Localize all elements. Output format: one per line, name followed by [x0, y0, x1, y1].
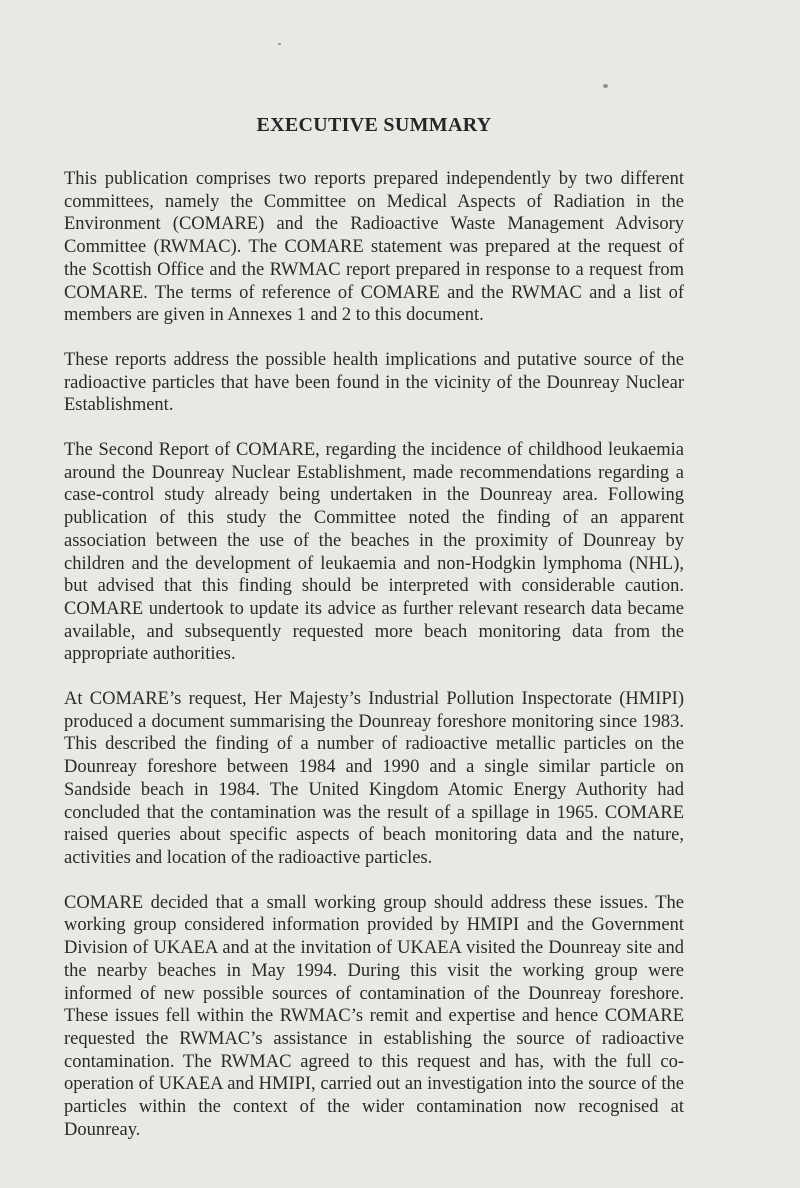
paragraph-working-group: COMARE decided that a small working group should address these issues. The working group considered information provided by HMIPI and the Government Division of UKAEA and at the invitation of UKAEA visited the Dounreay site and the nearby beaches in May 1994. During this visit the working group were informed of new possible sources of contamination of the Dounreay foreshore. These issues fell within the RWMAC’s remit and expertise and hence COMARE requested the RWMAC’s assistance in establishing the source of radioactive contamination. The RWMAC agreed to this request and has, with the full co-operation of UKAEA and HMIPI, carried out an investigation into the source of the particles within the context of the wider contamination now recognised at Dounreay. [64, 892, 684, 1140]
paragraph-hmipi-request: At COMARE’s request, Her Majesty’s Industrial Pollution Inspectorate (HMIPI) produced a document summarising the Dounreay foreshore monitoring since 1983. This described the finding of a number of radioactive metallic particles on the Dounreay foreshore between 1984 and 1990 and a single similar particle on Sandside beach in 1984. The United Kingdom Atomic Energy Authority had concluded that the contamination was the result of a spillage in 1965. COMARE raised queries about specific aspects of beach monitoring data and the nature, activities and location of the radioactive particles. [64, 689, 684, 868]
paragraph-health-implications: These reports address the possible health implications and putative source of the radioactive particles that have been found in the vicinity of the Dounreay Nuclear Establishment. [64, 349, 684, 416]
scan-speck [278, 43, 281, 45]
scan-speck [603, 84, 608, 88]
summary-body [64, 168, 684, 1163]
page-title: EXECUTIVE SUMMARY [256, 114, 492, 137]
paragraph-intro: This publication comprises two reports prepared independently by two different committees, namely the Committee on Medical Aspects of Radiation in the Environment (COMARE) and the Radioactive Waste Management Advisory Committee (RWMAC). The COMARE statement was prepared at the request of the Scottish Office and the RWMAC report prepared in response to a request from COMARE. The terms of reference of COMARE and the RWMAC and a list of members are given in Annexes 1 and 2 to this document. [64, 169, 684, 326]
paragraph-second-report: The Second Report of COMARE, regarding the incidence of childhood leukaemia around the Dounreay Nuclear Establishment, made recommendations regarding a case-control study already being undertaken in the Dounreay area. Following publication of this study the Committee noted the finding of an apparent association between the use of the beaches in the proximity of Dounreay by children and the development of leukaemia and non-Hodgkin lymphoma (NHL), but advised that this finding should be interpreted with considerable caution. COMARE undertook to update its advice as further relevant research data became available, and subsequently requested more beach monitoring data from the appropriate authorities. [64, 440, 684, 665]
